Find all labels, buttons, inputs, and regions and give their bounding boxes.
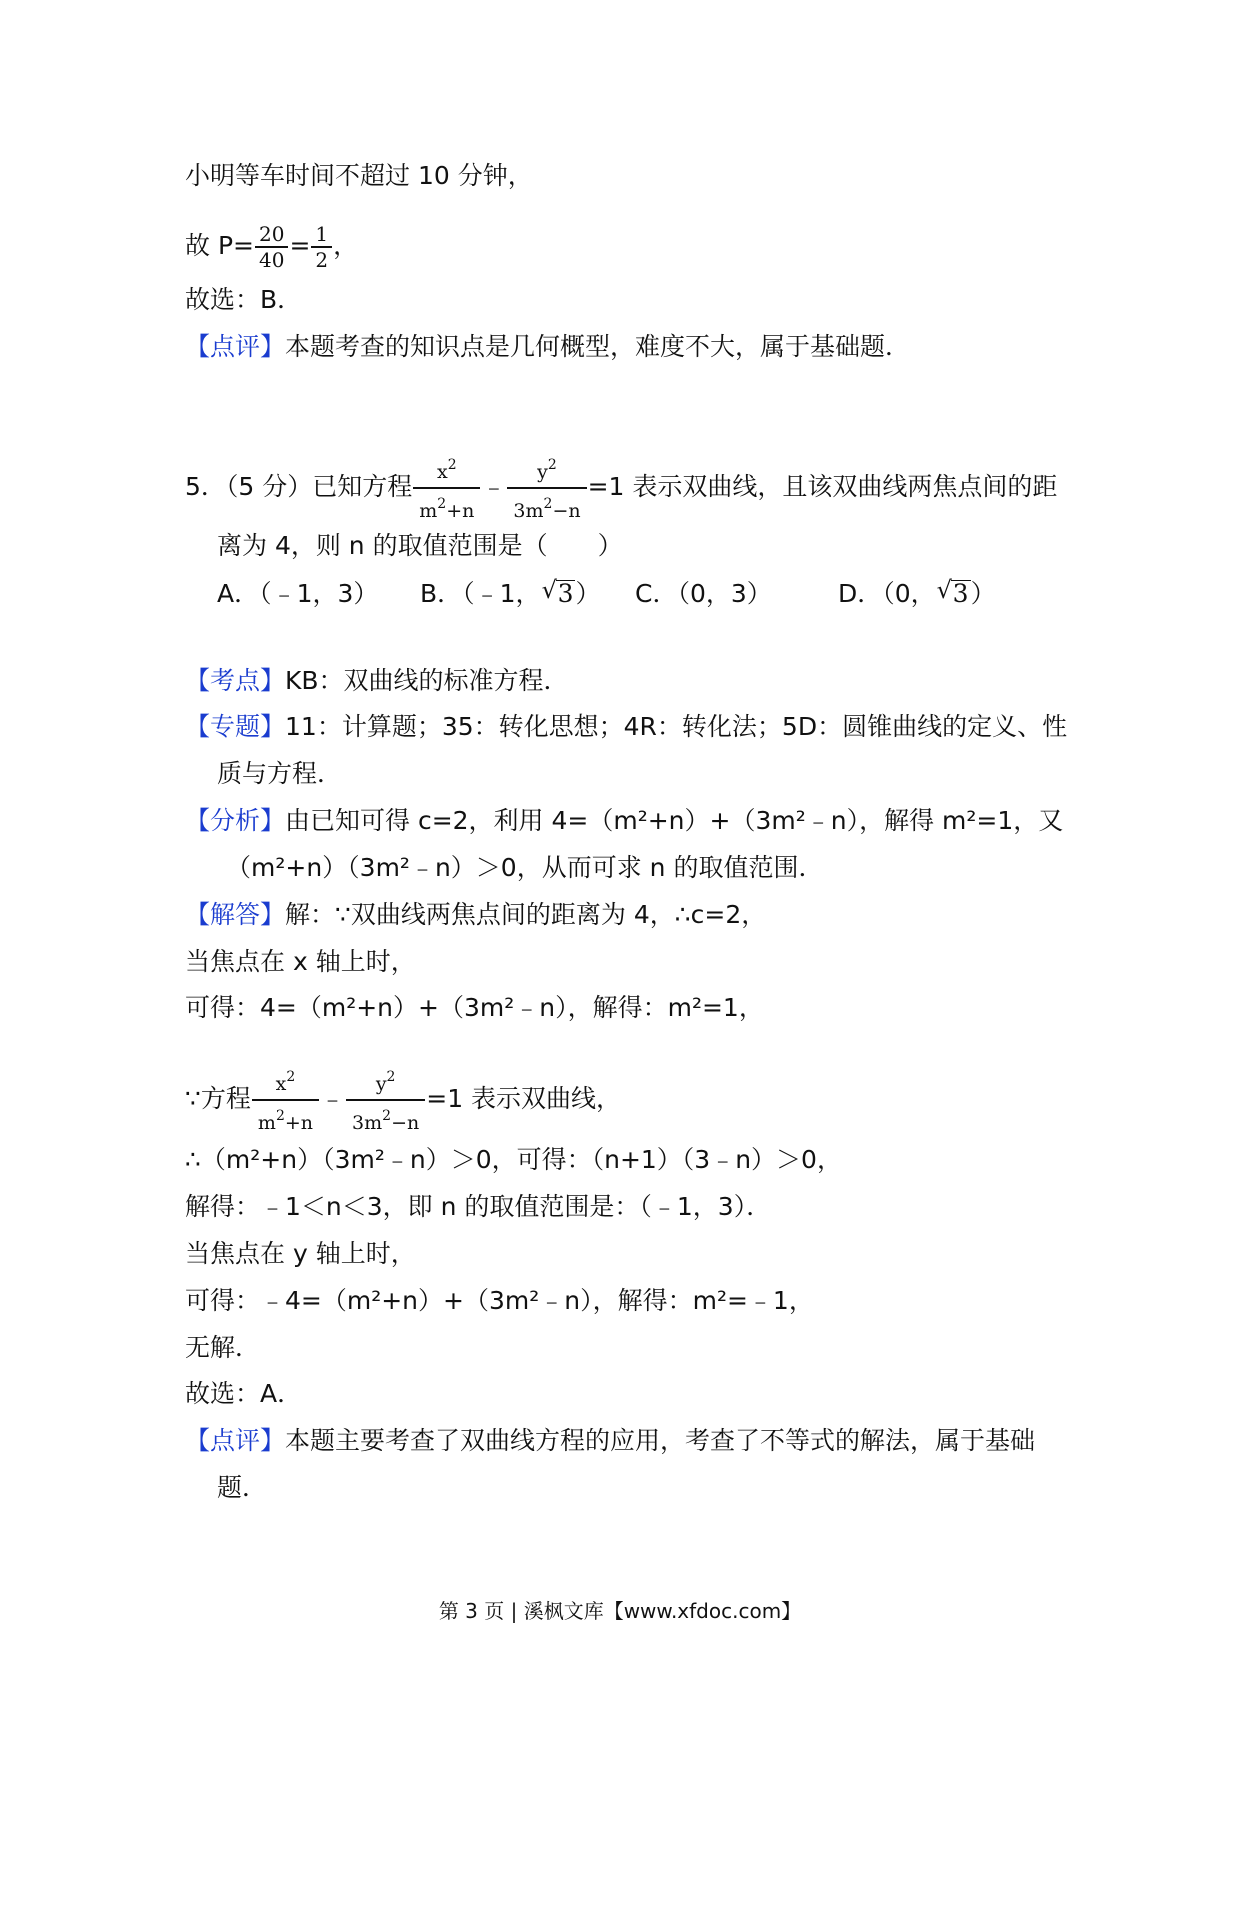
option-b: B．（﹣1， √ 3）	[420, 576, 601, 608]
text-line: 小明等车时间不超过 10 分钟，	[185, 161, 533, 190]
fraction: $\frac{1}{2}$	[311, 222, 332, 272]
fraction-x: $\frac{x^2}{m^2+n}$	[413, 450, 480, 526]
text-line: ∴（m²+n）（3m²﹣n）＞0，可得：（n+1）（3﹣n）＞0，	[185, 1145, 842, 1174]
text-line: 无解．	[185, 1333, 261, 1362]
option-a: A．（﹣1，3）	[217, 579, 379, 608]
section-tag: 【专题】	[185, 712, 286, 741]
option-c: C．（0，3）	[635, 579, 772, 608]
dianping-line: 【点评】本题主要考查了双曲线方程的应用，考查了不等式的解法，属于基础	[185, 1426, 1036, 1455]
question-5-stem: 5．（5 分）已知方程 $\frac{x^2}{m^2+n}$ ﹣ $\frac{y^2}{3m^2-n}$ =1 表示双曲线，且该双曲线两焦点间的距	[185, 450, 1057, 526]
sqrt: √ 3	[541, 576, 574, 608]
zhuanti-line: 【专题】11：计算题；35：转化思想；4R：转化法；5D：圆锥曲线的定义、性	[185, 712, 1068, 741]
fenxi-line-cont: （m²+n）（3m²﹣n）＞0，从而可求 n 的取值范围．	[226, 853, 824, 882]
equation-line: ∵方程 $\frac{x^2}{m^2+n}$ ﹣ $\frac{y^2}{3m^2-n}$ =1 表示双曲线，	[185, 1062, 621, 1138]
section-tag: 【点评】	[185, 1426, 286, 1455]
probability-line: 故 P= $\frac{20}{40}$ = $\frac{1}{2}$ ，	[185, 222, 359, 272]
sqrt: √ 3	[936, 576, 969, 608]
question-5-stem-cont: 离为 4，则 n 的取值范围是（ ）	[217, 531, 623, 560]
comment-line: 【点评】本题考查的知识点是几何概型，难度不大，属于基础题．	[185, 332, 911, 361]
zhuanti-line-cont: 质与方程．	[217, 759, 343, 788]
option-d: D．（0， √ 3）	[838, 576, 996, 608]
text-line: 故选：B．	[185, 285, 303, 314]
page-footer: 第 3 页 | 溪枫文库【www.xfdoc.com】	[438, 1599, 802, 1623]
text-line: 解得：﹣1＜n＜3，即 n 的取值范围是：（﹣1，3）．	[185, 1192, 772, 1221]
dianping-line-cont: 题．	[217, 1473, 268, 1502]
text-line: 当焦点在 y 轴上时，	[185, 1239, 416, 1268]
jieda-line: 【解答】解：∵双曲线两焦点间的距离为 4，∴c=2，	[185, 900, 767, 929]
fraction: $\frac{20}{40}$	[255, 222, 288, 272]
fraction-y: $\frac{y^2}{3m^2-n}$	[507, 450, 586, 526]
text-line: 故选：A．	[185, 1379, 303, 1408]
section-tag: 【点评】	[185, 332, 286, 361]
section-tag: 【分析】	[185, 806, 286, 835]
kaodian-line: 【考点】KB：双曲线的标准方程．	[185, 666, 569, 695]
section-tag: 【解答】	[185, 900, 286, 929]
fenxi-line: 【分析】由已知可得 c=2，利用 4=（m²+n）+（3m²﹣n），解得 m²=1，又	[185, 806, 1064, 835]
fraction-x: $\frac{x^2}{m^2+n}$	[252, 1062, 319, 1138]
text-line: 可得：﹣4=（m²+n）+（3m²﹣n），解得：m²=﹣1，	[185, 1286, 814, 1315]
fraction-y: $\frac{y^2}{3m^2-n}$	[346, 1062, 425, 1138]
text-line: 当焦点在 x 轴上时，	[185, 947, 416, 976]
section-tag: 【考点】	[185, 666, 286, 695]
text-line: 可得：4=（m²+n）+（3m²﹣n），解得：m²=1，	[185, 993, 764, 1022]
